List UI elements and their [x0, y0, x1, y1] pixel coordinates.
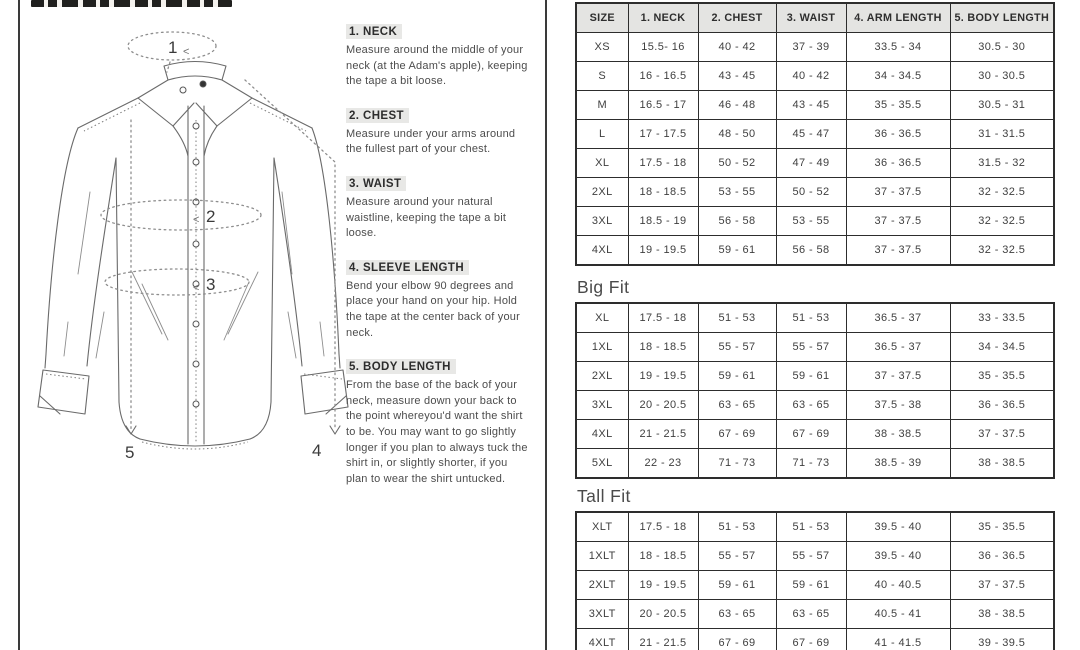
table-row — [576, 420, 1054, 449]
table-cell: S — [576, 62, 628, 91]
table-cell: XL — [576, 149, 628, 178]
table-cell: 4XL — [576, 236, 628, 266]
table-cell: 30.5 - 30 — [950, 33, 1054, 62]
table-row — [576, 207, 1054, 236]
table-cell: 1XLT — [576, 542, 628, 571]
table-cell: 67 - 69 — [698, 420, 776, 449]
shirt-body — [116, 106, 274, 449]
table-cell: 2XL — [576, 362, 628, 391]
table-cell: 39.5 - 40 — [846, 512, 950, 542]
table-cell: 35 - 35.5 — [950, 512, 1054, 542]
table-cell: 43 - 45 — [776, 91, 846, 120]
table-cell: 50 - 52 — [698, 149, 776, 178]
table-cell: 71 - 73 — [776, 449, 846, 479]
table-cell: 36 - 36.5 — [950, 391, 1054, 420]
table-cell: 45 - 47 — [776, 120, 846, 149]
shirt-illustration — [20, 22, 350, 474]
column-header-cell: SIZE — [576, 3, 628, 33]
big-fit-size-table — [575, 302, 1055, 479]
table-cell: 2XL — [576, 178, 628, 207]
table-cell: 51 - 53 — [776, 303, 846, 333]
table-cell: 63 - 65 — [698, 600, 776, 629]
table-cell: 17 - 17.5 — [628, 120, 698, 149]
measure-heading-sleeve-length: 4. SLEEVE LENGTH — [346, 260, 469, 275]
column-header-cell: 2. CHEST — [698, 3, 776, 33]
table-cell: 40.5 - 41 — [846, 600, 950, 629]
table-row — [576, 571, 1054, 600]
table-cell: 31 - 31.5 — [950, 120, 1054, 149]
table-row — [576, 33, 1054, 62]
table-cell: 36.5 - 37 — [846, 303, 950, 333]
table-cell: 48 - 50 — [698, 120, 776, 149]
table-cell: 18 - 18.5 — [628, 542, 698, 571]
regular-size-table — [575, 2, 1055, 266]
table-row — [576, 236, 1054, 266]
table-cell: 37 - 39 — [776, 33, 846, 62]
table-cell: M — [576, 91, 628, 120]
table-cell: 55 - 57 — [698, 333, 776, 362]
table-cell: 19 - 19.5 — [628, 362, 698, 391]
table-cell: 63 - 65 — [776, 600, 846, 629]
table-cell: 19 - 19.5 — [628, 236, 698, 266]
table-cell: 59 - 61 — [698, 571, 776, 600]
table-cell: L — [576, 120, 628, 149]
left-sleeve — [38, 128, 116, 414]
table-cell: 37 - 37.5 — [846, 236, 950, 266]
measure-section-neck — [346, 22, 532, 90]
column-header-cell: 4. ARM LENGTH — [846, 3, 950, 33]
table-cell: 34 - 34.5 — [846, 62, 950, 91]
table-cell: 32 - 32.5 — [950, 207, 1054, 236]
table-cell: 3XL — [576, 207, 628, 236]
column-divider-rule — [545, 0, 547, 650]
tall-fit-size-table — [575, 511, 1055, 650]
big-fit-title: Big Fit — [577, 277, 630, 297]
table-cell: 38 - 38.5 — [950, 600, 1054, 629]
measure-heading-body-length: 5. BODY LENGTH — [346, 359, 456, 374]
table-cell: 37 - 37.5 — [846, 362, 950, 391]
table-cell: 38 - 38.5 — [846, 420, 950, 449]
table-cell: 55 - 57 — [776, 542, 846, 571]
table-cell: 21 - 21.5 — [628, 420, 698, 449]
table-row — [576, 91, 1054, 120]
table-cell: 39 - 39.5 — [950, 629, 1054, 650]
left-shoulder-line — [78, 98, 138, 128]
table-cell: 1XL — [576, 333, 628, 362]
table-cell: 53 - 55 — [698, 178, 776, 207]
table-cell: 56 - 58 — [698, 207, 776, 236]
table-cell: 59 - 61 — [698, 362, 776, 391]
table-row — [576, 391, 1054, 420]
measure-text-sleeve-length: Bend your elbow 90 degrees and place your hand on your hip. Hold the tape at the center back of your neck. — [346, 279, 520, 339]
table-cell: 30 - 30.5 — [950, 62, 1054, 91]
table-cell: XS — [576, 33, 628, 62]
measurement-instructions — [346, 22, 532, 503]
table-cell: 59 - 61 — [698, 236, 776, 266]
table-row — [576, 629, 1054, 650]
column-header-cell: 5. BODY LENGTH — [950, 3, 1054, 33]
table-cell: 32 - 32.5 — [950, 236, 1054, 266]
table-cell: 18 - 18.5 — [628, 333, 698, 362]
table-cell: 37 - 37.5 — [846, 207, 950, 236]
measure-text-chest: Measure under your arms around the fullest part of your chest. — [346, 127, 516, 156]
table-cell: 22 - 23 — [628, 449, 698, 479]
waist-measure-ellipse — [105, 269, 249, 295]
table-cell: 55 - 57 — [698, 542, 776, 571]
table-header-row — [576, 3, 1054, 33]
table-row — [576, 62, 1054, 91]
table-cell: 37 - 37.5 — [950, 571, 1054, 600]
table-cell: 3XL — [576, 391, 628, 420]
chest-measure-ellipse — [101, 200, 261, 230]
diagram-label-chest: 2 — [206, 207, 216, 226]
measure-heading-neck: 1. NECK — [346, 24, 402, 39]
table-cell: 41 - 41.5 — [846, 629, 950, 650]
table-cell: 18.5 - 19 — [628, 207, 698, 236]
table-cell: 33 - 33.5 — [950, 303, 1054, 333]
table-cell: 37 - 37.5 — [950, 420, 1054, 449]
table-cell: 40 - 42 — [776, 62, 846, 91]
table-cell: 17.5 - 18 — [628, 149, 698, 178]
table-cell: 20 - 20.5 — [628, 391, 698, 420]
measure-section-chest — [346, 106, 532, 158]
table-cell: 40 - 40.5 — [846, 571, 950, 600]
table-cell: 36 - 36.5 — [950, 542, 1054, 571]
measure-heading-waist: 3. WAIST — [346, 176, 406, 191]
column-header-cell: 1. NECK — [628, 3, 698, 33]
table-row — [576, 600, 1054, 629]
right-shoulder-line — [252, 98, 312, 128]
table-cell: 17.5 - 18 — [628, 512, 698, 542]
diagram-label-waist: 3 — [206, 275, 216, 294]
table-cell: 63 - 65 — [698, 391, 776, 420]
table-cell: 40 - 42 — [698, 33, 776, 62]
table-cell: 33.5 - 34 — [846, 33, 950, 62]
table-cell: 38.5 - 39 — [846, 449, 950, 479]
table-cell: 51 - 53 — [698, 303, 776, 333]
diagram-label-sleeve: 4 — [312, 441, 322, 460]
table-cell: 16 - 16.5 — [628, 62, 698, 91]
measure-text-body-length: From the base of the back of your neck, measure down your back to the point whereyou'd want the shirt to be. You may want to go slightly longer if you plan to always tuck the shirt in, or slightly shorter, if you plan to wear the shirt untucked. — [346, 379, 528, 485]
waist-arrow-icon: < — [193, 282, 200, 294]
table-cell: 39.5 - 40 — [846, 542, 950, 571]
table-cell: 16.5 - 17 — [628, 91, 698, 120]
table-cell: XLT — [576, 512, 628, 542]
table-cell: XL — [576, 303, 628, 333]
table-row — [576, 120, 1054, 149]
table-cell: 51 - 53 — [776, 512, 846, 542]
measure-section-sleeve-length — [346, 258, 532, 341]
table-cell: 43 - 45 — [698, 62, 776, 91]
table-cell: 38 - 38.5 — [950, 449, 1054, 479]
table-cell: 36 - 36.5 — [846, 120, 950, 149]
table-cell: 53 - 55 — [776, 207, 846, 236]
table-cell: 36 - 36.5 — [846, 149, 950, 178]
measure-section-waist — [346, 174, 532, 242]
table-cell: 3XLT — [576, 600, 628, 629]
table-cell: 15.5- 16 — [628, 33, 698, 62]
shirt-buttons — [180, 81, 206, 407]
table-cell: 47 - 49 — [776, 149, 846, 178]
column-header-cell: 3. WAIST — [776, 3, 846, 33]
table-cell: 19 - 19.5 — [628, 571, 698, 600]
table-cell: 46 - 48 — [698, 91, 776, 120]
measure-heading-chest: 2. CHEST — [346, 108, 409, 123]
table-row — [576, 149, 1054, 178]
table-cell: 67 - 69 — [698, 629, 776, 650]
table-cell: 35 - 35.5 — [950, 362, 1054, 391]
table-cell: 31.5 - 32 — [950, 149, 1054, 178]
table-cell: 18 - 18.5 — [628, 178, 698, 207]
table-cell: 59 - 61 — [776, 362, 846, 391]
table-cell: 56 - 58 — [776, 236, 846, 266]
measure-section-body-length — [346, 357, 532, 487]
table-cell: 55 - 57 — [776, 333, 846, 362]
table-cell: 2XLT — [576, 571, 628, 600]
measure-text-neck: Measure around the middle of your neck (at the Adam's apple), keeping the tape a bit loose. — [346, 44, 528, 88]
table-cell: 34 - 34.5 — [950, 333, 1054, 362]
table-cell: 35 - 35.5 — [846, 91, 950, 120]
table-cell: 30.5 - 31 — [950, 91, 1054, 120]
table-cell: 37 - 37.5 — [846, 178, 950, 207]
table-row — [576, 178, 1054, 207]
cropped-page-title — [31, 0, 232, 7]
diagram-label-body: 5 — [125, 443, 135, 462]
table-cell: 37.5 - 38 — [846, 391, 950, 420]
table-cell: 67 - 69 — [776, 629, 846, 650]
table-cell: 51 - 53 — [698, 512, 776, 542]
table-row — [576, 333, 1054, 362]
table-row — [576, 362, 1054, 391]
table-cell: 50 - 52 — [776, 178, 846, 207]
table-cell: 20 - 20.5 — [628, 600, 698, 629]
chest-arrow-icon: < — [193, 214, 200, 226]
measure-text-waist: Measure around your natural waistline, keeping the tape a bit loose. — [346, 195, 507, 240]
table-cell: 5XL — [576, 449, 628, 479]
shirt-collar — [138, 62, 252, 157]
table-cell: 32 - 32.5 — [950, 178, 1054, 207]
tall-fit-title: Tall Fit — [577, 486, 631, 506]
table-cell: 4XL — [576, 420, 628, 449]
shirt-measurement-diagram — [20, 22, 350, 474]
table-row — [576, 542, 1054, 571]
table-cell: 4XLT — [576, 629, 628, 650]
neck-arrow-icon: < — [183, 46, 190, 58]
right-shoulder-stitch — [250, 103, 306, 131]
right-sleeve — [274, 128, 348, 414]
table-cell: 21 - 21.5 — [628, 629, 698, 650]
table-cell: 36.5 - 37 — [846, 333, 950, 362]
diagram-label-neck: 1 — [168, 38, 178, 57]
table-cell: 63 - 65 — [776, 391, 846, 420]
neck-measure-tick — [167, 62, 170, 72]
table-row — [576, 512, 1054, 542]
table-cell: 17.5 - 18 — [628, 303, 698, 333]
table-row — [576, 303, 1054, 333]
table-row — [576, 449, 1054, 479]
table-cell: 59 - 61 — [776, 571, 846, 600]
table-cell: 67 - 69 — [776, 420, 846, 449]
table-cell: 71 - 73 — [698, 449, 776, 479]
